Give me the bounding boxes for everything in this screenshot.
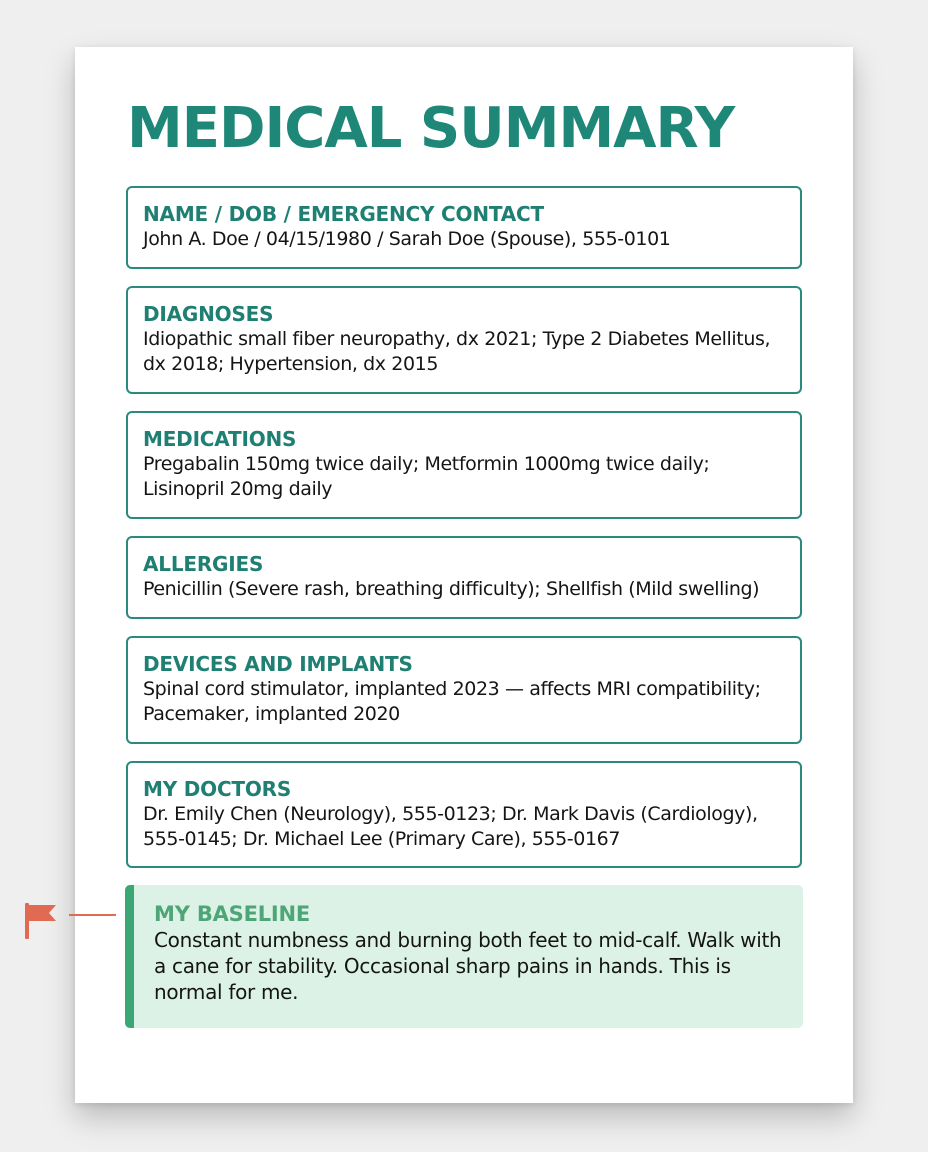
section-allergies-label: ALLERGIES <box>143 552 264 576</box>
medical-summary-page <box>75 47 853 1103</box>
section-identity-text: John A. Doe / 04/15/1980 / Sarah Doe (Spouse), 555-0101 <box>143 228 671 250</box>
section-doctors <box>126 761 802 868</box>
section-identity-label: NAME / DOB / EMERGENCY CONTACT <box>143 202 544 226</box>
page-title: MEDICAL SUMMARY <box>127 96 735 161</box>
flag-icon <box>22 899 62 941</box>
section-devices-implants-text: Spinal cord stimulator, implanted 2023 — affects MRI compatibility; Pacemaker, implanted 2020 <box>143 678 761 725</box>
section-identity <box>126 186 802 269</box>
section-allergies <box>126 536 802 619</box>
section-medications-label: MEDICATIONS <box>143 427 297 451</box>
section-baseline-text: Constant numbness and burning both feet to mid-calf. Walk with a cane for stability. Occasional sharp pains in hands. This is normal for me. <box>154 928 782 1004</box>
section-medications-text: Pregabalin 150mg twice daily; Metformin 1000mg twice daily; Lisinopril 20mg daily <box>143 453 710 500</box>
flag-connector-line <box>69 914 116 916</box>
section-doctors-label: MY DOCTORS <box>143 777 292 801</box>
section-devices-implants-label: DEVICES AND IMPLANTS <box>143 652 413 676</box>
section-doctors-text: Dr. Emily Chen (Neurology), 555-0123; Dr. Mark Davis (Cardiology), 555-0145; Dr. Michael Lee (Primary Care), 555-0167 <box>143 803 758 850</box>
section-devices-implants <box>126 636 802 744</box>
section-diagnoses-text: Idiopathic small fiber neuropathy, dx 2021; Type 2 Diabetes Mellitus, dx 2018; Hypertension, dx 2015 <box>143 328 771 375</box>
section-diagnoses <box>126 286 802 394</box>
section-baseline-label: MY BASELINE <box>154 902 311 926</box>
section-baseline <box>125 885 803 1028</box>
section-diagnoses-label: DIAGNOSES <box>143 302 274 326</box>
section-medications <box>126 411 802 519</box>
section-allergies-text: Penicillin (Severe rash, breathing difficulty); Shellfish (Mild swelling) <box>143 578 760 600</box>
